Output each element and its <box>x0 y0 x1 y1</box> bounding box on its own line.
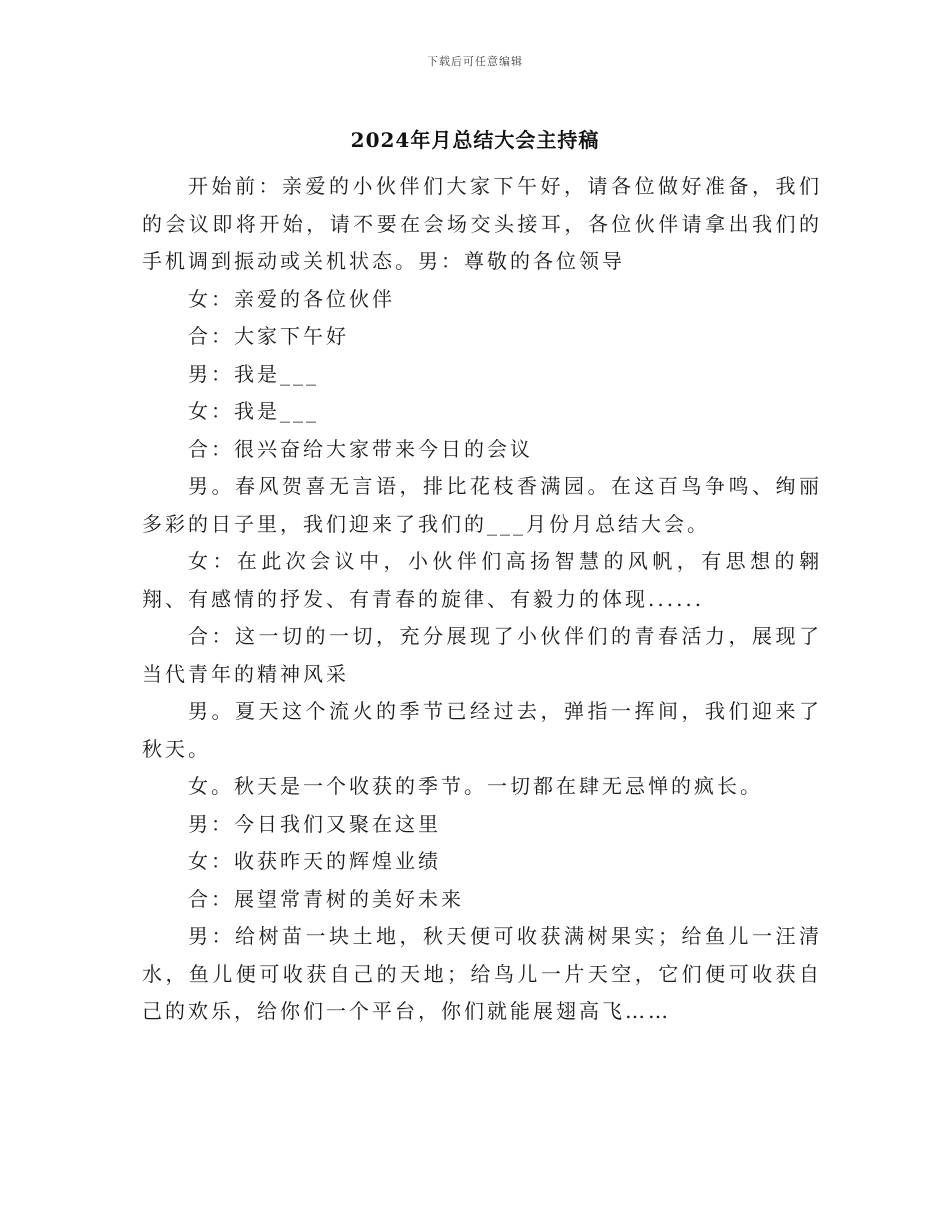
paragraph: 女。秋天是一个收获的季节。一切都在肆无忌惮的疯长。 <box>188 774 763 798</box>
paragraph-opening: 开始前：亲爱的小伙伴们大家下午好，请各位做好准备，我们的会议即将开始，请不要在会场交头接耳，各位伙伴请拿出我们的手机调到振动或关机状态。男：尊敬的各位领导 <box>142 174 822 273</box>
paragraph: 女：在此次会议中，小伙伴们高扬智慧的风帆，有思想的翱翔、有感情的抒发、有青春的旋律、有毅力的体现...... <box>142 549 822 611</box>
paragraph: 合：这一切的一切，充分展现了小伙伴们的青春活力，展现了当代青年的精神风采 <box>142 624 822 686</box>
paragraph: 男。夏天这个流火的季节已经过去，弹指一挥间，我们迎来了秋天。 <box>142 699 822 761</box>
header-note: 下载后可任意编辑 <box>427 55 523 68</box>
paragraph: 男：给树苗一块土地，秋天便可收获满树果实；给鱼儿一汪清水，鱼儿便可收获自己的天地；给鸟儿一片天空，它们便可收获自己的欢乐，给你们一个平台，你们就能展翅高飞…… <box>142 924 822 1023</box>
paragraph: 合：很兴奋给大家带来今日的会议 <box>188 436 533 461</box>
paragraph: 女：收获昨天的辉煌业绩 <box>188 849 441 873</box>
paragraph: 女：亲爱的各位伙伴 <box>188 286 395 311</box>
document-title: 2024年月总结大会主持稿 <box>350 128 600 152</box>
paragraph: 合：大家下午好 <box>188 324 349 348</box>
document-body <box>142 168 822 1031</box>
paragraph: 男：我是___ <box>188 361 319 386</box>
paragraph: 男。春风贺喜无言语，排比花枝香满园。在这百鸟争鸣、绚丽多彩的日子里，我们迎来了我们的___月份月总结大会。 <box>142 474 822 536</box>
paragraph: 女：我是___ <box>188 399 319 423</box>
paragraph: 男：今日我们又聚在这里 <box>188 811 441 836</box>
paragraph: 合：展望常青树的美好未来 <box>188 886 464 911</box>
